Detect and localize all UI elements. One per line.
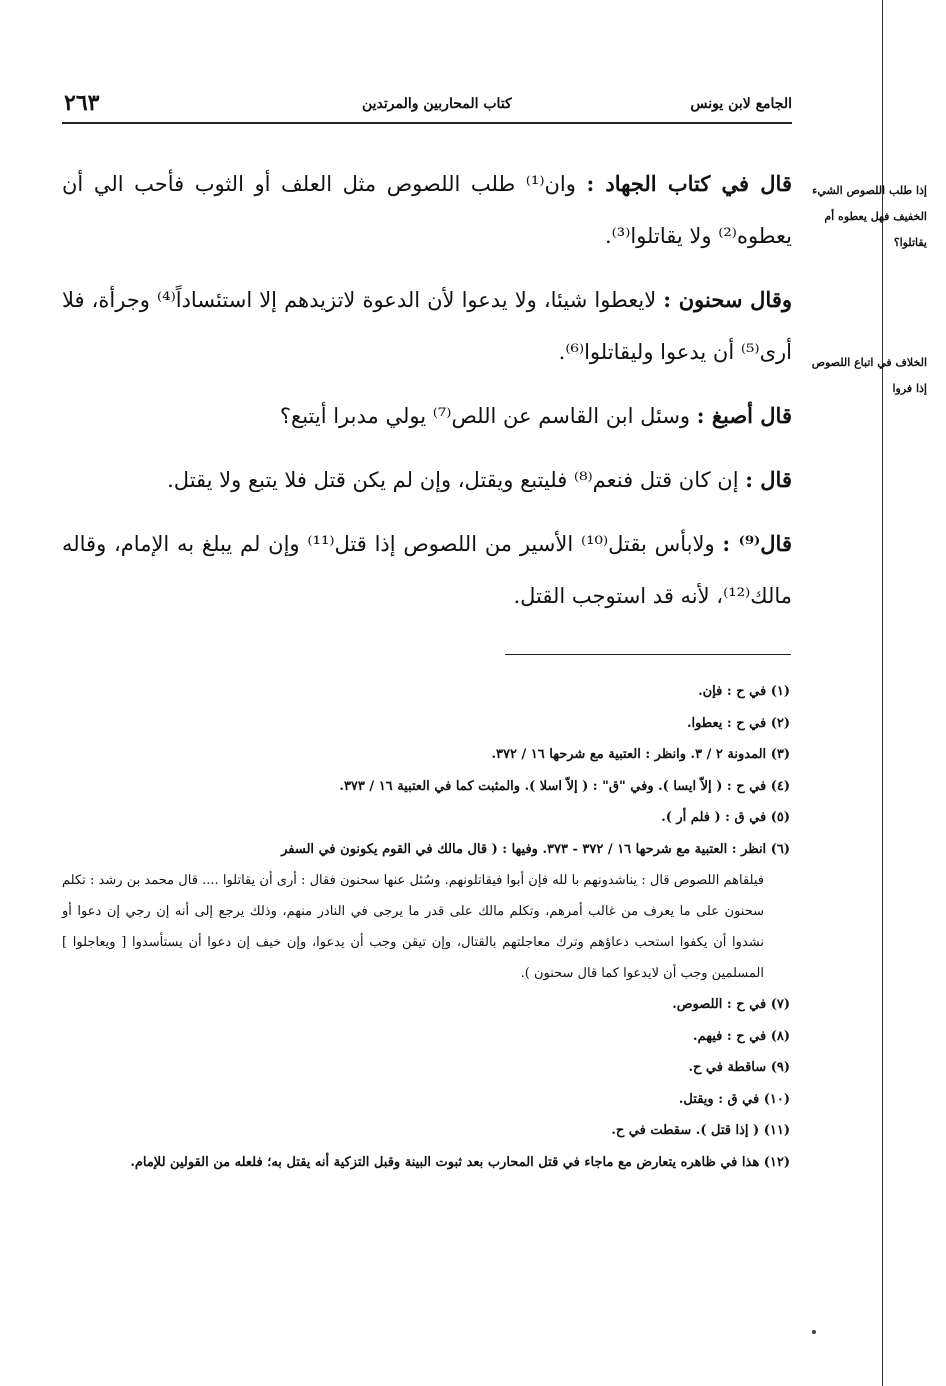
paragraph xyxy=(62,454,792,506)
footnote xyxy=(62,771,790,803)
footnote-number: (٩) xyxy=(770,1060,790,1075)
footnote xyxy=(62,834,790,866)
footnote xyxy=(62,1115,790,1147)
footnote-number: (٤) xyxy=(770,778,790,794)
paragraph xyxy=(62,158,792,262)
margin-note-2: الخلاف في اتباع اللصوص إذا فروا xyxy=(811,356,927,395)
footnote-text: في ق : ويقتل. xyxy=(678,1091,760,1107)
footnote xyxy=(62,989,790,1021)
footnote-number: (٣) xyxy=(770,747,790,762)
paragraph-lead: قال أصبغ : xyxy=(696,403,792,428)
paragraph-text: وان⁽¹⁾ طلب اللصوص مثل العلف أو الثوب فأحب الي أن يعطوه⁽²⁾ ولا يقاتلوا⁽³⁾. xyxy=(62,172,792,248)
footnote-text: ساقطة في ح. xyxy=(688,1060,767,1075)
paragraph-text: ولابأس بقتل⁽¹⁰⁾ الأسير من اللصوص إذا قتل⁽¹¹⁾ وإن لم يبلغ به الإمام، وقاله مالك⁽¹²⁾، لأنه قد استوجب القتل. xyxy=(62,532,792,608)
header-book-title: الجامع لابن يونس xyxy=(690,96,792,112)
footnote xyxy=(62,708,790,740)
footnote-number: (١١) xyxy=(763,1123,790,1138)
footnote-number: (٧) xyxy=(770,997,790,1012)
running-header xyxy=(62,90,792,124)
paragraph xyxy=(62,274,792,378)
footnote-number: (١٢) xyxy=(763,1154,790,1170)
scan-speck xyxy=(812,1330,816,1334)
header-chapter-title: كتاب المحاربين والمرتدين xyxy=(362,96,512,112)
footnote-text: المدونة ٢ / ٣. وانظر : العتبية مع شرحها ١٦ / ٣٧٢. xyxy=(491,747,767,762)
footnote xyxy=(62,1084,790,1116)
footnote-number: (٢) xyxy=(770,715,790,731)
paragraph-lead: قال : xyxy=(745,467,792,492)
footnote-number: (٨) xyxy=(770,1028,790,1044)
footnote xyxy=(62,739,790,771)
paragraph xyxy=(62,390,792,442)
paragraph-lead: قال⁽⁹⁾ : xyxy=(722,531,792,556)
footnote-continuation: فيلقاهم اللصوص قال : يناشدونهم با لله فإن أبوا فيقاتلونهم. وسُئل عنها سحنون فقال : أرى أن يقاتلوا .... قال محمد بن رشد : تكلم سحنون على ما يعرف من غالب أمرهم، وتكلم مالك على قدر ما يرجى في النادر منهم، وذلك يرجع إلى أنه إن رجي إن دعوا أو نشدوا أن يكفوا استحب دعاؤهم وترك معاجلتهم بالقتال، وإن تيقن وجب أن يدعوا، وإن خيف إن دعوا أن يستأسدوا [ ويعاجلوا ] المسلمين وجب أن لايدعوا كما قال سحنون ). xyxy=(62,873,764,981)
footnote-number: (٥) xyxy=(770,810,790,825)
footnote-text: في ق : ( فلم أر ). xyxy=(661,810,767,825)
footnote-text: في ح : يعطوا. xyxy=(686,715,767,731)
footnote-text: في ح : فيهم. xyxy=(693,1028,767,1044)
paragraph-text: لايعطوا شيئا، ولا يدعوا لأن الدعوة لاتزيدهم إلا استئساداً⁽⁴⁾ وجرأة، فلا أرى⁽⁵⁾ أن يدعوا وليقاتلوا⁽⁶⁾. xyxy=(62,288,792,364)
footnote xyxy=(62,1052,790,1084)
paragraph xyxy=(62,518,792,622)
footnote-text: ( إذا قتل ). سقطت في ح. xyxy=(611,1123,760,1138)
footnote-text: انظر : العتبية مع شرحها ١٦ / ٣٧٢ - ٣٧٣. وفيها : ( قال مالك في القوم يكونون في السفر xyxy=(281,841,767,857)
footnote xyxy=(62,802,790,834)
footnote-text: في ح : فإن. xyxy=(698,684,767,699)
paragraph-text: وسئل ابن القاسم عن اللص⁽⁷⁾ يولي مدبرا أيتبع؟ xyxy=(279,404,691,428)
paragraph-text: إن كان قتل فنعم⁽⁸⁾ فليتبع ويقتل، وإن لم يكن قتل فلا يتبع ولا يقتل. xyxy=(167,468,739,492)
footnote xyxy=(62,676,790,708)
footnote-text: في ح : اللصوص. xyxy=(672,997,767,1012)
footnote-text: هذا في ظاهره يتعارض مع ماجاء في قتل المحارب بعد ثبوت البينة وقبل التزكية أنه يقتل به؛ فلعله من القولين للإمام. xyxy=(130,1154,760,1170)
footnote-number: (٦) xyxy=(770,841,790,857)
footnote xyxy=(62,1021,790,1053)
margin-note-1: إذا طلب اللصوص الشيء الخفيف فهل يعطوه أم يقاتلوا؟ xyxy=(812,184,927,249)
footnote-text: في ح : ( إلاّ ايسا ). وفي "ق" : ( إلاّ اسلا ). والمثبت كما في العتبية ١٦ / ٣٧٣. xyxy=(339,778,767,794)
paragraph-lead: وقال سحنون : xyxy=(663,287,793,312)
footnote xyxy=(62,1147,790,1179)
page-number: ٢٦٣ xyxy=(64,90,100,116)
footnote-number: (١٠) xyxy=(763,1091,790,1107)
footnotes xyxy=(62,676,790,1178)
footnote-number: (١) xyxy=(770,684,790,699)
main-text xyxy=(62,158,792,634)
paragraph-lead: قال في كتاب الجهاد : xyxy=(586,171,792,196)
footnote-separator xyxy=(505,654,791,655)
